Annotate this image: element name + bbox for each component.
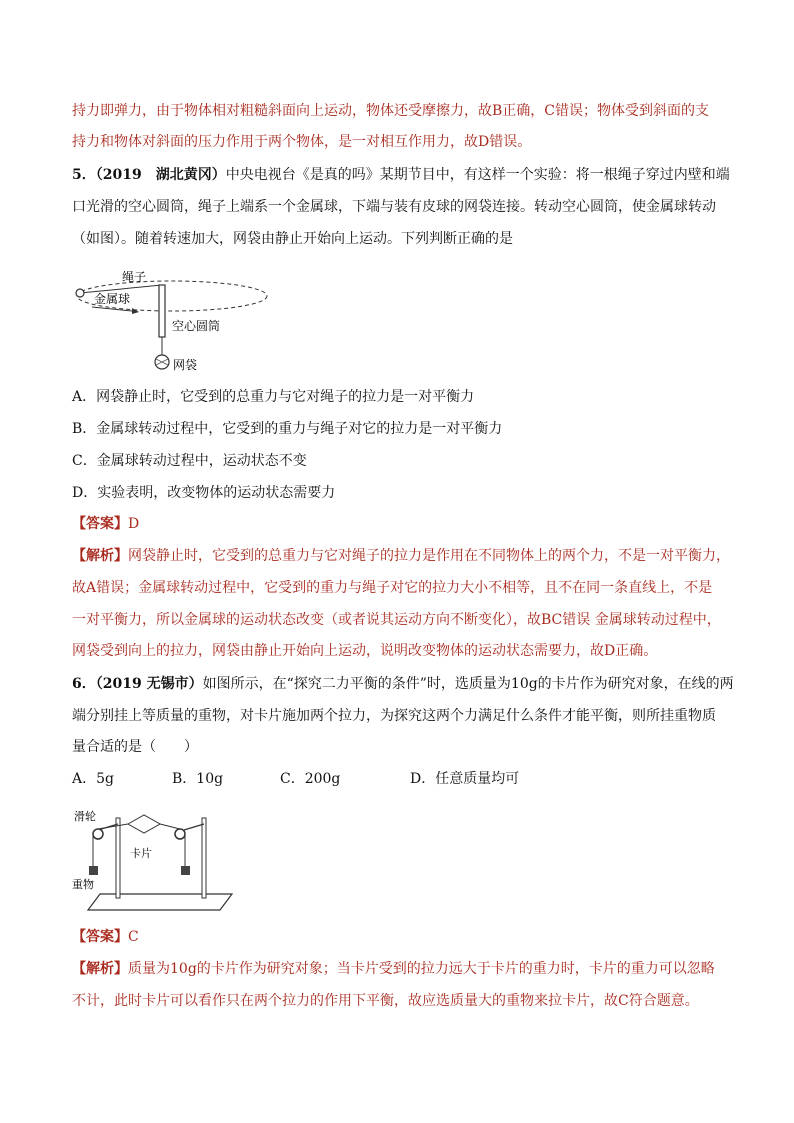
- q5-figure: [72, 263, 272, 383]
- q6-option-b: B．10g: [172, 771, 224, 787]
- q6-option-c: C．200g: [280, 771, 341, 787]
- q5-analysis-line-1: [72, 546, 730, 566]
- right-weight: [181, 866, 190, 875]
- label-rope: 绳子: [122, 270, 147, 284]
- q5-stem-line-2: 口光滑的空心圆筒，绳子上端系一个金属球，下端与装有皮球的网袋连接。转动空心圆筒，使金属球转动: [72, 199, 716, 215]
- label-ball: 金属球: [94, 292, 131, 306]
- left-post: [116, 818, 120, 898]
- q6-analysis-tag: 【解析】: [72, 961, 128, 977]
- q6-analysis-line-2: 不计，此时卡片可以看作只在两个拉力的作用下平衡，故应选质量大的重物来拉卡片，故C符合题意。: [72, 993, 699, 1009]
- q6-stem-line-1: [72, 674, 734, 694]
- q5-answer-value: D: [128, 516, 140, 532]
- intro-line-1: 持力即弹力，由于物体相对粗糙斜面向上运动，物体还受摩擦力，故B正确，C错误；物体受到斜面的支: [72, 103, 709, 119]
- label-card: 卡片: [130, 847, 152, 860]
- right-post: [202, 818, 206, 898]
- arrowhead: [132, 308, 139, 314]
- q6-stem-line-3: 量合适的是（ ）: [72, 739, 198, 755]
- q6-option-a: A．5g: [72, 771, 114, 787]
- q5-option-c: C．金属球转动过程中，运动状态不变: [72, 453, 307, 469]
- q5-option-d: D．实验表明，改变物体的运动状态需要力: [72, 485, 336, 501]
- label-tube: 空心圆筒: [172, 319, 221, 333]
- q6-answer-tag: 【答案】: [72, 929, 128, 945]
- q5-stem-line-1: [72, 165, 730, 185]
- left-weight: [89, 866, 98, 875]
- q5-answer-tag: 【答案】: [72, 516, 128, 532]
- q5-answer: [72, 514, 139, 534]
- q5-analysis-line-2: 故A错误；金属球转动过程中，它受到的重力与绳子对它的拉力大小不相等，且不在同一条直线上，不是: [72, 580, 713, 596]
- q5-analysis-line-3: 一对平衡力，所以金属球的运动状态改变（或者说其运动方向不断变化），故BC错误 金属球转动过程中，: [72, 612, 721, 628]
- q5-stem-line-3: （如图）。随着转速加大，网袋由静止开始向上运动。下列判断正确的是: [72, 231, 513, 247]
- q6-number: 6．: [72, 676, 96, 692]
- q6-analysis-text-1: 质量为10g的卡片作为研究对象；当卡片受到的拉力远大于卡片的重力时，卡片的重力可以忽略: [128, 961, 715, 977]
- q6-answer-value: C: [128, 929, 139, 945]
- card: [128, 815, 160, 833]
- hollow-tube: [159, 285, 165, 337]
- base-board: [88, 894, 232, 910]
- label-net: 网袋: [173, 358, 198, 372]
- right-pulley: [175, 829, 185, 839]
- q6-option-d: D．任意质量均可: [410, 771, 520, 787]
- q5-text-1: 中央电视台《是真的吗》某期节目中，有这样一个实验：将一根绳子穿过内壁和端: [225, 167, 730, 183]
- q6-source: （2019 无锡市）: [95, 676, 203, 692]
- q6-figure: [72, 804, 252, 916]
- left-pulley: [93, 829, 103, 839]
- q5-option-b: B．金属球转动过程中，它受到的重力与绳子对它的拉力是一对平衡力: [72, 421, 503, 437]
- metal-ball: [76, 289, 84, 297]
- q5-option-a: A．网袋静止时，它受到的总重力与它对绳子的拉力是一对平衡力: [72, 389, 475, 405]
- q5-number: 5．: [72, 167, 96, 183]
- q6-answer: [72, 927, 139, 947]
- q5-analysis-tag: 【解析】: [72, 548, 128, 564]
- q5-analysis-text-1: 网袋静止时，它受到的总重力与它对绳子的拉力是作用在不同物体上的两个力，不是一对平衡力，: [128, 548, 730, 564]
- intro-line-2: 持力和物体对斜面的压力作用于两个物体，是一对相互作用力，故D错误。: [72, 134, 532, 150]
- string-right: [160, 824, 180, 829]
- q6-text-1: 如图所示，在“探究二力平衡的条件”时，选质量为10g的卡片作为研究对象，在线的两: [202, 676, 734, 692]
- label-pulley: 滑轮: [74, 810, 96, 823]
- q6-analysis-line-1: [72, 959, 715, 979]
- q5-analysis-line-4: 网袋受到向上的拉力，网袋由静止开始向上运动，说明改变物体的运动状态需要力，故D正确。: [72, 643, 658, 659]
- q5-source: （2019 湖北黄冈）: [95, 167, 226, 183]
- string-left: [98, 824, 128, 829]
- q6-stem-line-2: 端分别挂上等质量的重物，对卡片施加两个拉力，为探究这两个力满足什么条件才能平衡，则所挂重物质: [72, 708, 716, 724]
- label-weight: 重物: [72, 878, 94, 891]
